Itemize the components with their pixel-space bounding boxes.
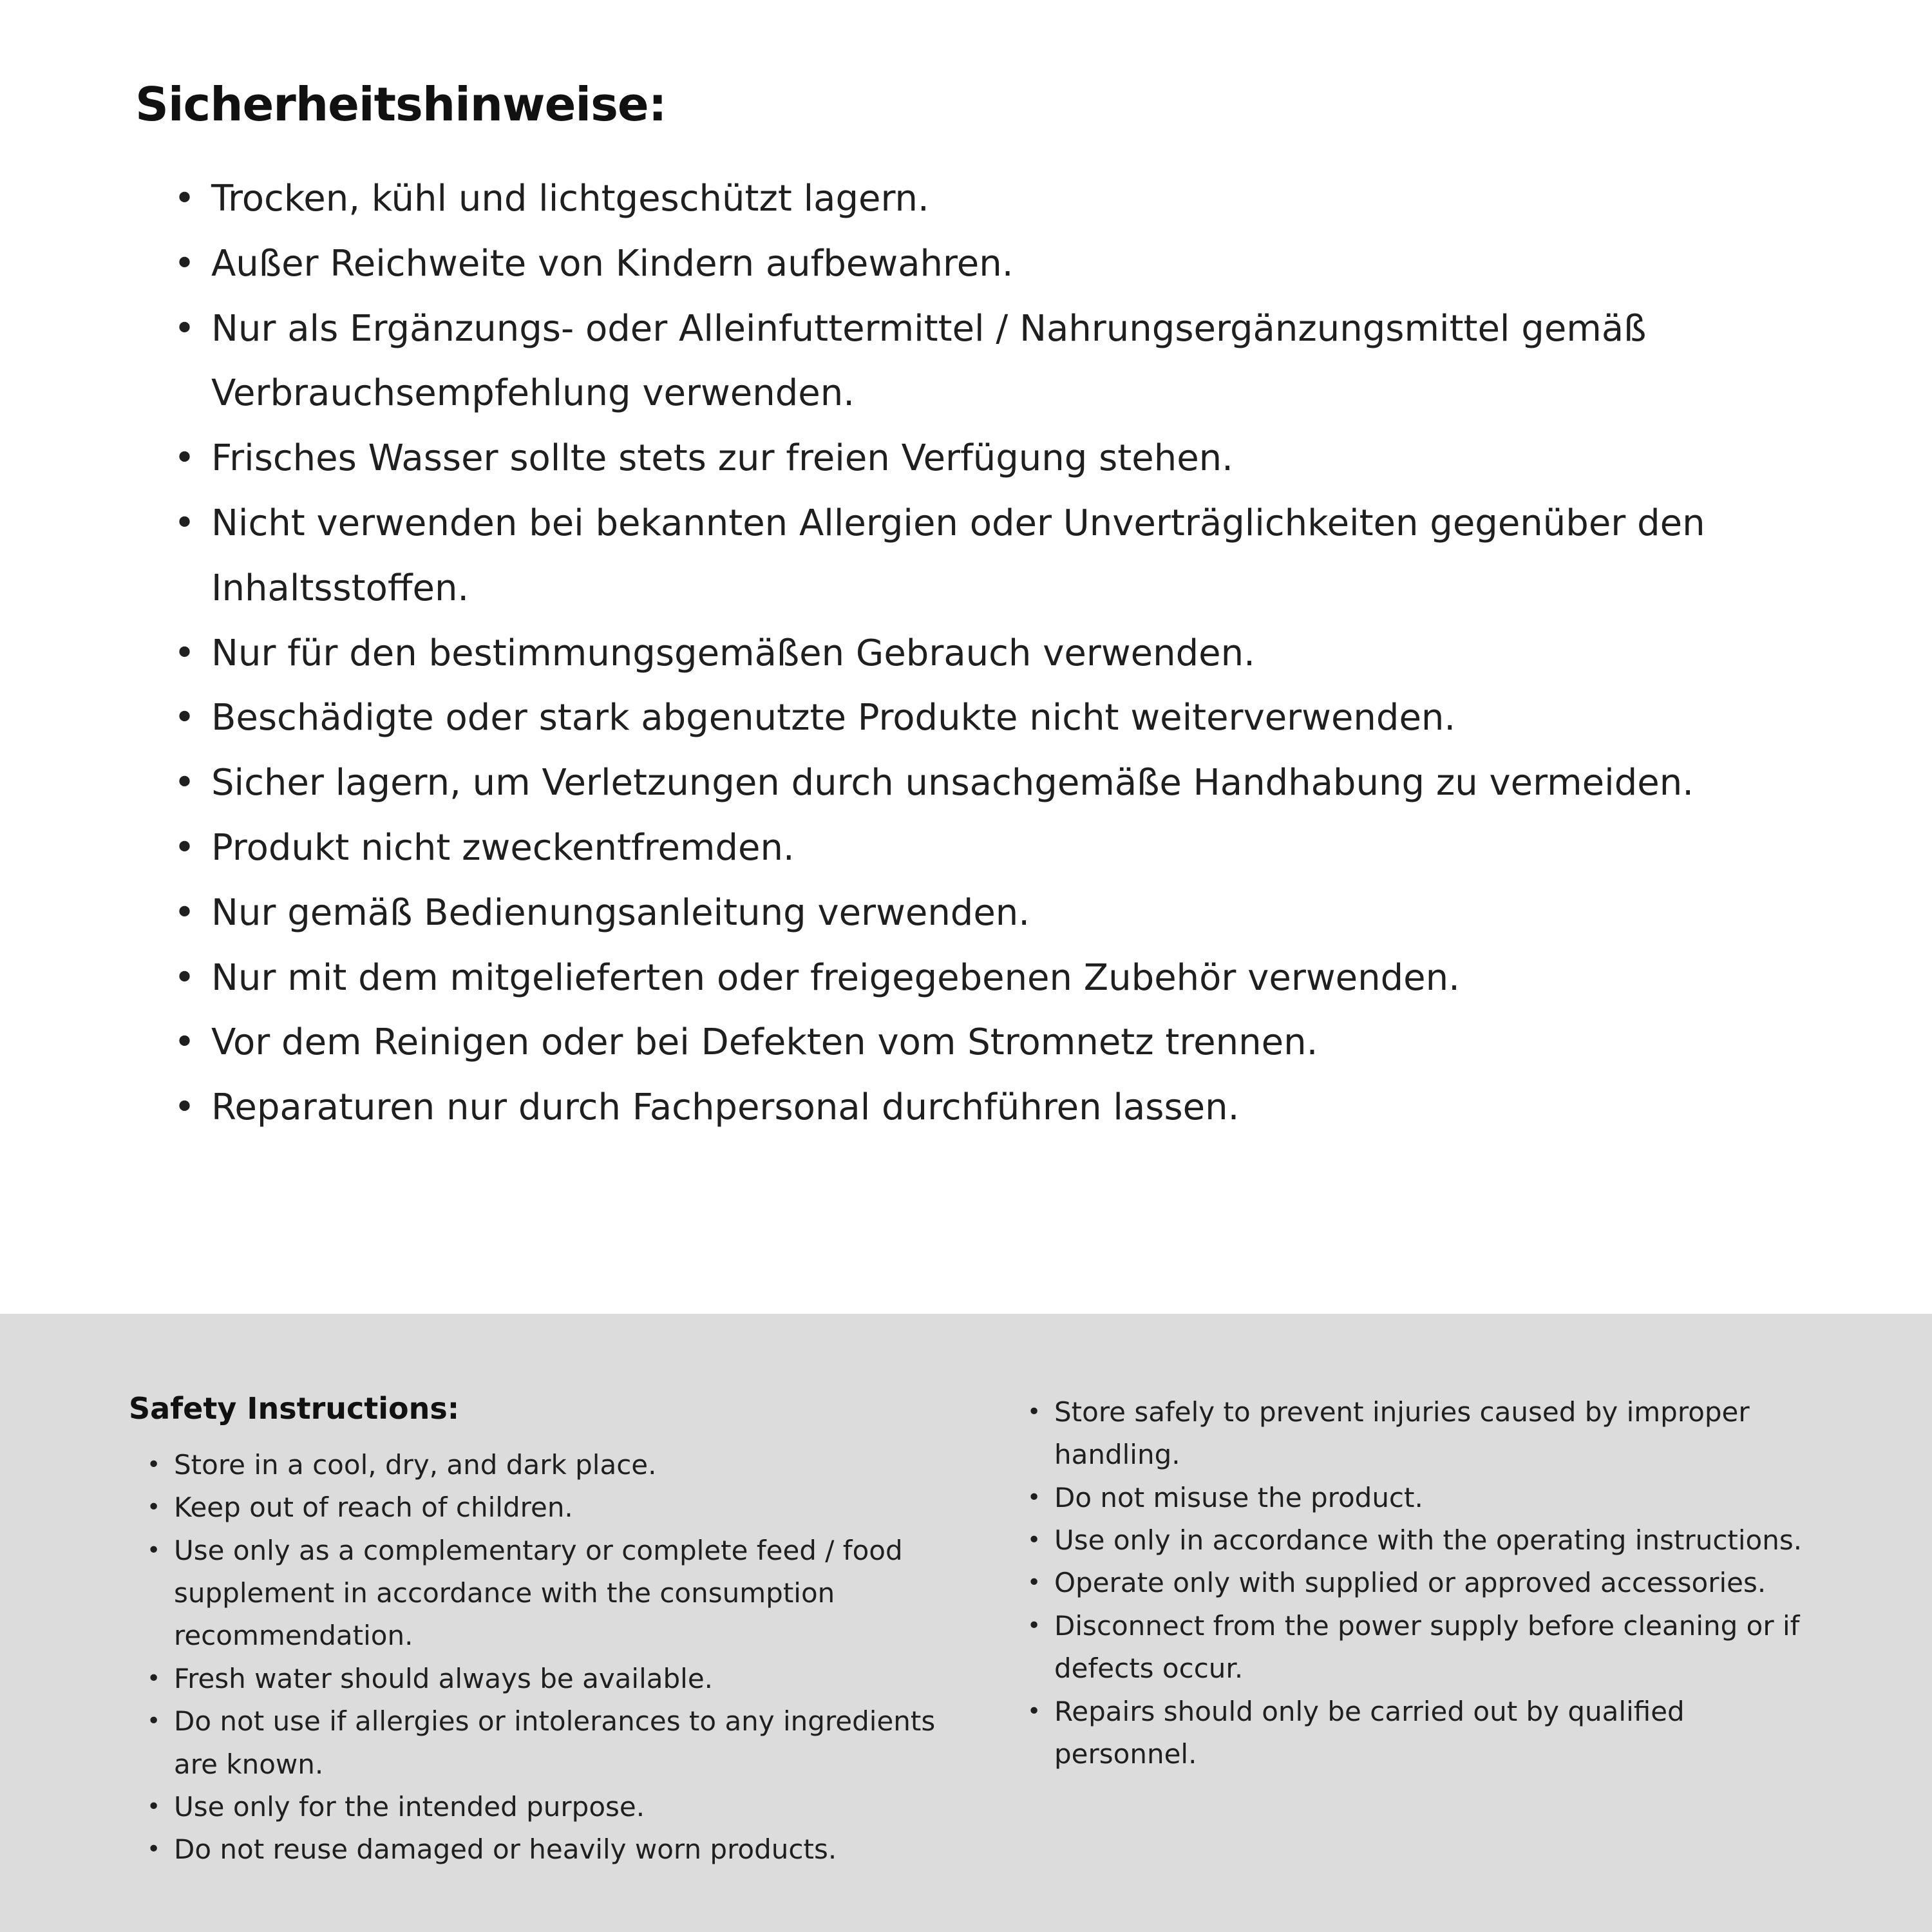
list-item: • Sicher lagern, um Verletzungen durch unsachgemäße Handhabung zu vermeiden. xyxy=(174,751,1829,816)
list-item: • Beschädigte oder stark abgenutzte Produkte nicht weiterverwenden. xyxy=(174,686,1829,751)
list-item: • Do not use if allergies or intolerances to any ingredients are known. xyxy=(147,1700,937,1786)
list-item: • Nur als Ergänzungs- oder Alleinfuttermittel / Nahrungsergänzungsmittel gemäß Verbrauchsempfehlung verwenden. xyxy=(174,297,1829,427)
list-item: • Nur gemäß Bedienungsanleitung verwenden. xyxy=(174,881,1829,946)
list-item: • Store in a cool, dry, and dark place. xyxy=(147,1444,937,1486)
list-item: • Fresh water should always be available. xyxy=(147,1658,937,1700)
english-safety-section xyxy=(0,1314,1932,1932)
english-left-column xyxy=(129,1391,937,1893)
list-item: • Produkt nicht zweckentfremden. xyxy=(174,816,1829,881)
list-item: • Disconnect from the power supply before cleaning or if defects occur. xyxy=(1027,1605,1835,1690)
list-item: • Frisches Wasser sollte stets zur freien Verfügung stehen. xyxy=(174,426,1829,491)
list-item: • Reparaturen nur durch Fachpersonal durchführen lassen. xyxy=(174,1075,1829,1141)
english-safety-list-right xyxy=(1027,1391,1835,1776)
english-right-column xyxy=(1027,1391,1835,1893)
english-section-title: Safety Instructions: xyxy=(129,1391,460,1426)
list-item: • Nur für den bestimmungsgemäßen Gebrauch verwenden. xyxy=(174,621,1829,687)
list-item: • Do not misuse the product. xyxy=(1027,1477,1835,1519)
list-item: • Nicht verwenden bei bekannten Allergien oder Unverträglichkeiten gegenüber den Inhaltsstoffen. xyxy=(174,491,1829,621)
list-item: • Vor dem Reinigen oder bei Defekten vom Stromnetz trennen. xyxy=(174,1010,1829,1075)
german-safety-list xyxy=(135,167,1829,1141)
list-item: • Use only as a complementary or complete feed / food supplement in accordance with the consumption recommendation. xyxy=(147,1530,937,1658)
list-item: • Do not reuse damaged or heavily worn products. xyxy=(147,1828,937,1871)
list-item: • Operate only with supplied or approved accessories. xyxy=(1027,1562,1835,1604)
list-item: • Keep out of reach of children. xyxy=(147,1486,937,1529)
list-item: • Außer Reichweite von Kindern aufbewahren. xyxy=(174,232,1829,297)
list-item: • Nur mit dem mitgelieferten oder freigegebenen Zubehör verwenden. xyxy=(174,946,1829,1011)
english-safety-list-left xyxy=(129,1444,937,1871)
german-section-title: Sicherheitshinweise: xyxy=(135,77,667,131)
list-item: • Use only in accordance with the operating instructions. xyxy=(1027,1519,1835,1562)
list-item: • Repairs should only be carried out by qualified personnel. xyxy=(1027,1690,1835,1776)
list-item: • Store safely to prevent injuries caused by improper handling. xyxy=(1027,1391,1835,1477)
list-item: • Use only for the intended purpose. xyxy=(147,1786,937,1828)
list-item: • Trocken, kühl und lichtgeschützt lagern. xyxy=(174,167,1829,232)
